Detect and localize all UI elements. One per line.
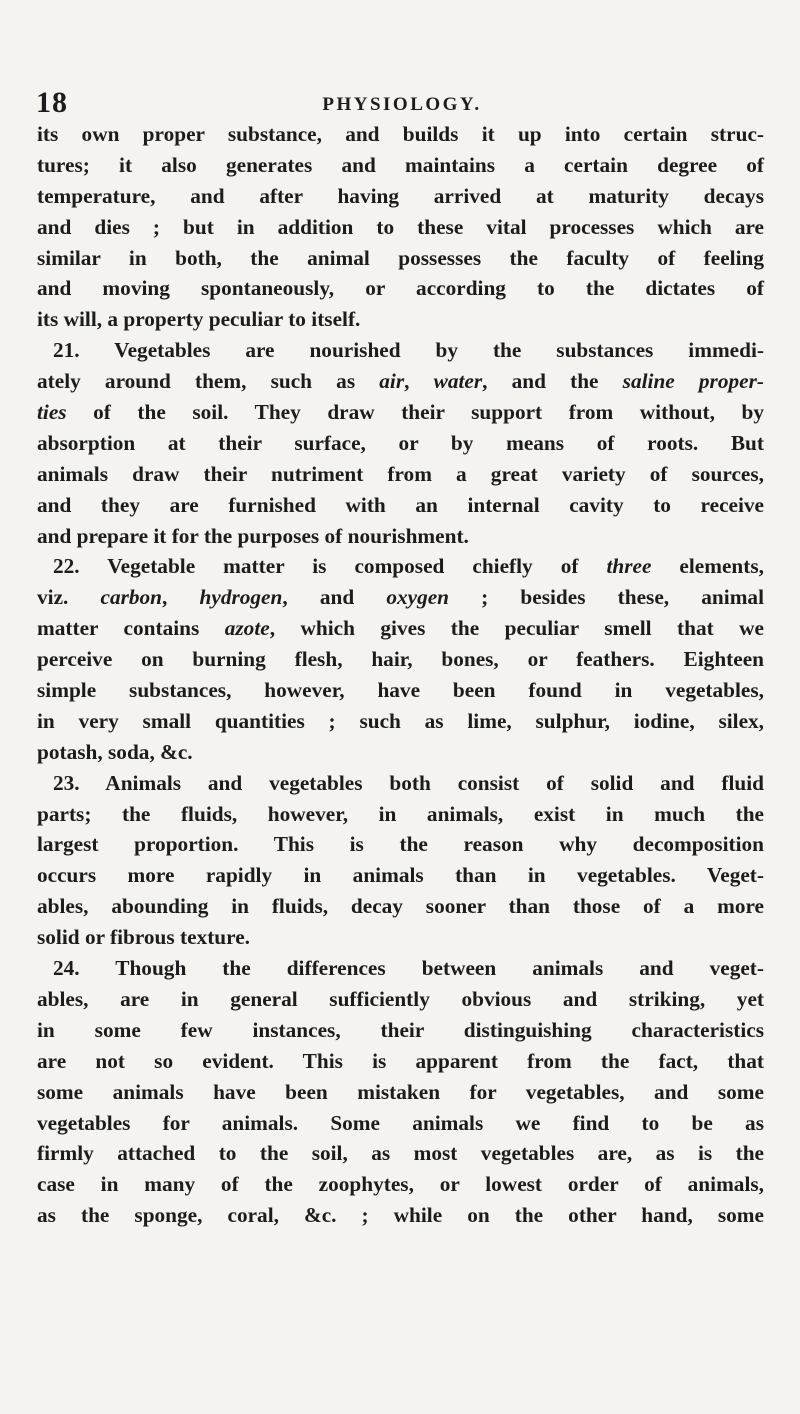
- text-segment: , and the: [482, 369, 623, 394]
- text-segment: similar in both, the animal possesses the faculty of feeling: [37, 245, 764, 270]
- text-line: [37, 1077, 764, 1108]
- text-line: [37, 1200, 764, 1231]
- text-line: [37, 582, 764, 613]
- italic-text: hydrogen: [199, 585, 283, 610]
- text-segment: tures; it also generates and maintains a certain degree of: [37, 152, 764, 177]
- text-line: [37, 1046, 764, 1077]
- text-segment: ables, are in general sufficiently obvious and striking, yet: [37, 986, 764, 1011]
- text-segment: simple substances, however, have been found in vegetables,: [37, 678, 764, 703]
- text-segment: viz.: [37, 585, 101, 610]
- text-line: [37, 829, 764, 860]
- italic-text: oxygen: [386, 585, 450, 610]
- text-line: [37, 459, 764, 490]
- text-segment: are not so evident. This is apparent from the fact, that: [37, 1048, 764, 1073]
- text-line: [37, 1138, 764, 1169]
- text-line: [37, 675, 764, 706]
- text-line: [37, 181, 764, 212]
- body-text: [37, 119, 764, 1231]
- text-segment: parts; the fluids, however, in animals, exist in much the: [37, 801, 764, 826]
- text-segment: of the soil. They draw their support from without, by: [66, 400, 764, 425]
- text-line: [37, 428, 764, 459]
- text-line: [37, 119, 764, 150]
- text-segment: and moving spontaneously, or according to the dictates of: [37, 276, 764, 301]
- text-segment: ables, abounding in fluids, decay sooner than those of a more: [37, 894, 764, 919]
- italic-text: air: [379, 369, 405, 394]
- text-line: [37, 984, 764, 1015]
- text-line: [37, 613, 764, 644]
- italic-text: ties: [37, 400, 67, 425]
- text-segment: firmly attached to the soil, as most vegetables are, as is the: [37, 1141, 764, 1166]
- text-segment: absorption at their surface, or by means of roots. But: [37, 430, 764, 455]
- italic-text: three: [606, 554, 652, 579]
- text-line: [37, 551, 764, 582]
- text-segment: case in many of the zoophytes, or lowest order of animals,: [37, 1172, 764, 1197]
- text-line: [37, 1015, 764, 1046]
- italic-text: water: [433, 369, 483, 394]
- text-line: [37, 706, 764, 737]
- text-segment: 23. Animals and vegetables both consist of solid and fluid: [53, 770, 764, 795]
- text-segment: solid or fibrous texture.: [37, 925, 250, 950]
- text-segment: ,: [404, 369, 434, 394]
- italic-text: carbon: [100, 585, 163, 610]
- text-segment: temperature, and after having arrived at maturity decays: [37, 183, 764, 208]
- text-line: [37, 521, 764, 552]
- text-segment: and they are furnished with an internal cavity to receive: [37, 492, 764, 517]
- text-line: [37, 891, 764, 922]
- text-line: [37, 366, 764, 397]
- text-segment: largest proportion. This is the reason why decomposition: [37, 832, 764, 857]
- text-segment: ately around them, such as: [37, 369, 380, 394]
- text-segment: 24. Though the differences between animals and veget-: [53, 956, 764, 981]
- text-segment: potash, soda, &c.: [37, 739, 193, 764]
- text-line: [37, 273, 764, 304]
- text-segment: ,: [162, 585, 200, 610]
- text-segment: 21. Vegetables are nourished by the substances immedi-: [53, 338, 764, 363]
- text-segment: and dies ; but in addition to these vital processes which are: [37, 214, 764, 239]
- text-segment: 22. Vegetable matter is composed chiefly of: [53, 554, 607, 579]
- text-segment: , and: [282, 585, 387, 610]
- text-segment: as the sponge, coral, &c. ; while on the other hand, some: [37, 1203, 764, 1228]
- text-line: [37, 799, 764, 830]
- page-number: 18: [36, 86, 68, 119]
- text-line: [37, 490, 764, 521]
- text-segment: elements,: [651, 554, 764, 579]
- text-line: [37, 922, 764, 953]
- text-line: [37, 304, 764, 335]
- text-segment: and prepare it for the purposes of nourishment.: [37, 523, 469, 548]
- text-segment: in some few instances, their distinguishing characteristics: [37, 1017, 764, 1042]
- page-header: [32, 86, 772, 120]
- text-line: [37, 860, 764, 891]
- text-line: [37, 1108, 764, 1139]
- text-segment: some animals have been mistaken for vegetables, and some: [37, 1079, 764, 1104]
- text-segment: its will, a property peculiar to itself.: [37, 307, 361, 332]
- text-line: [37, 737, 764, 768]
- text-line: [37, 335, 764, 366]
- text-line: [37, 953, 764, 984]
- italic-text: azote: [224, 616, 270, 641]
- text-line: [37, 768, 764, 799]
- text-segment: perceive on burning flesh, hair, bones, or feathers. Eighteen: [37, 647, 764, 672]
- text-line: [37, 243, 764, 274]
- text-segment: vegetables for animals. Some animals we find to be as: [37, 1110, 764, 1135]
- text-segment: , which gives the peculiar smell that we: [269, 616, 764, 641]
- text-segment: in very small quantities ; such as lime, sulphur, iodine, silex,: [37, 708, 764, 733]
- running-head: PHYSIOLOGY.: [322, 94, 482, 115]
- text-segment: ; besides these, animal: [449, 585, 764, 610]
- text-line: [37, 644, 764, 675]
- text-segment: occurs more rapidly in animals than in vegetables. Veget-: [37, 863, 764, 888]
- italic-text: saline proper-: [622, 369, 764, 394]
- text-line: [37, 212, 764, 243]
- text-segment: its own proper substance, and builds it up into certain struc-: [37, 122, 764, 146]
- text-segment: animals draw their nutriment from a great variety of sources,: [37, 461, 764, 486]
- text-line: [37, 1169, 764, 1200]
- text-line: [37, 397, 764, 428]
- text-line: [37, 150, 764, 181]
- text-segment: matter contains: [37, 616, 225, 641]
